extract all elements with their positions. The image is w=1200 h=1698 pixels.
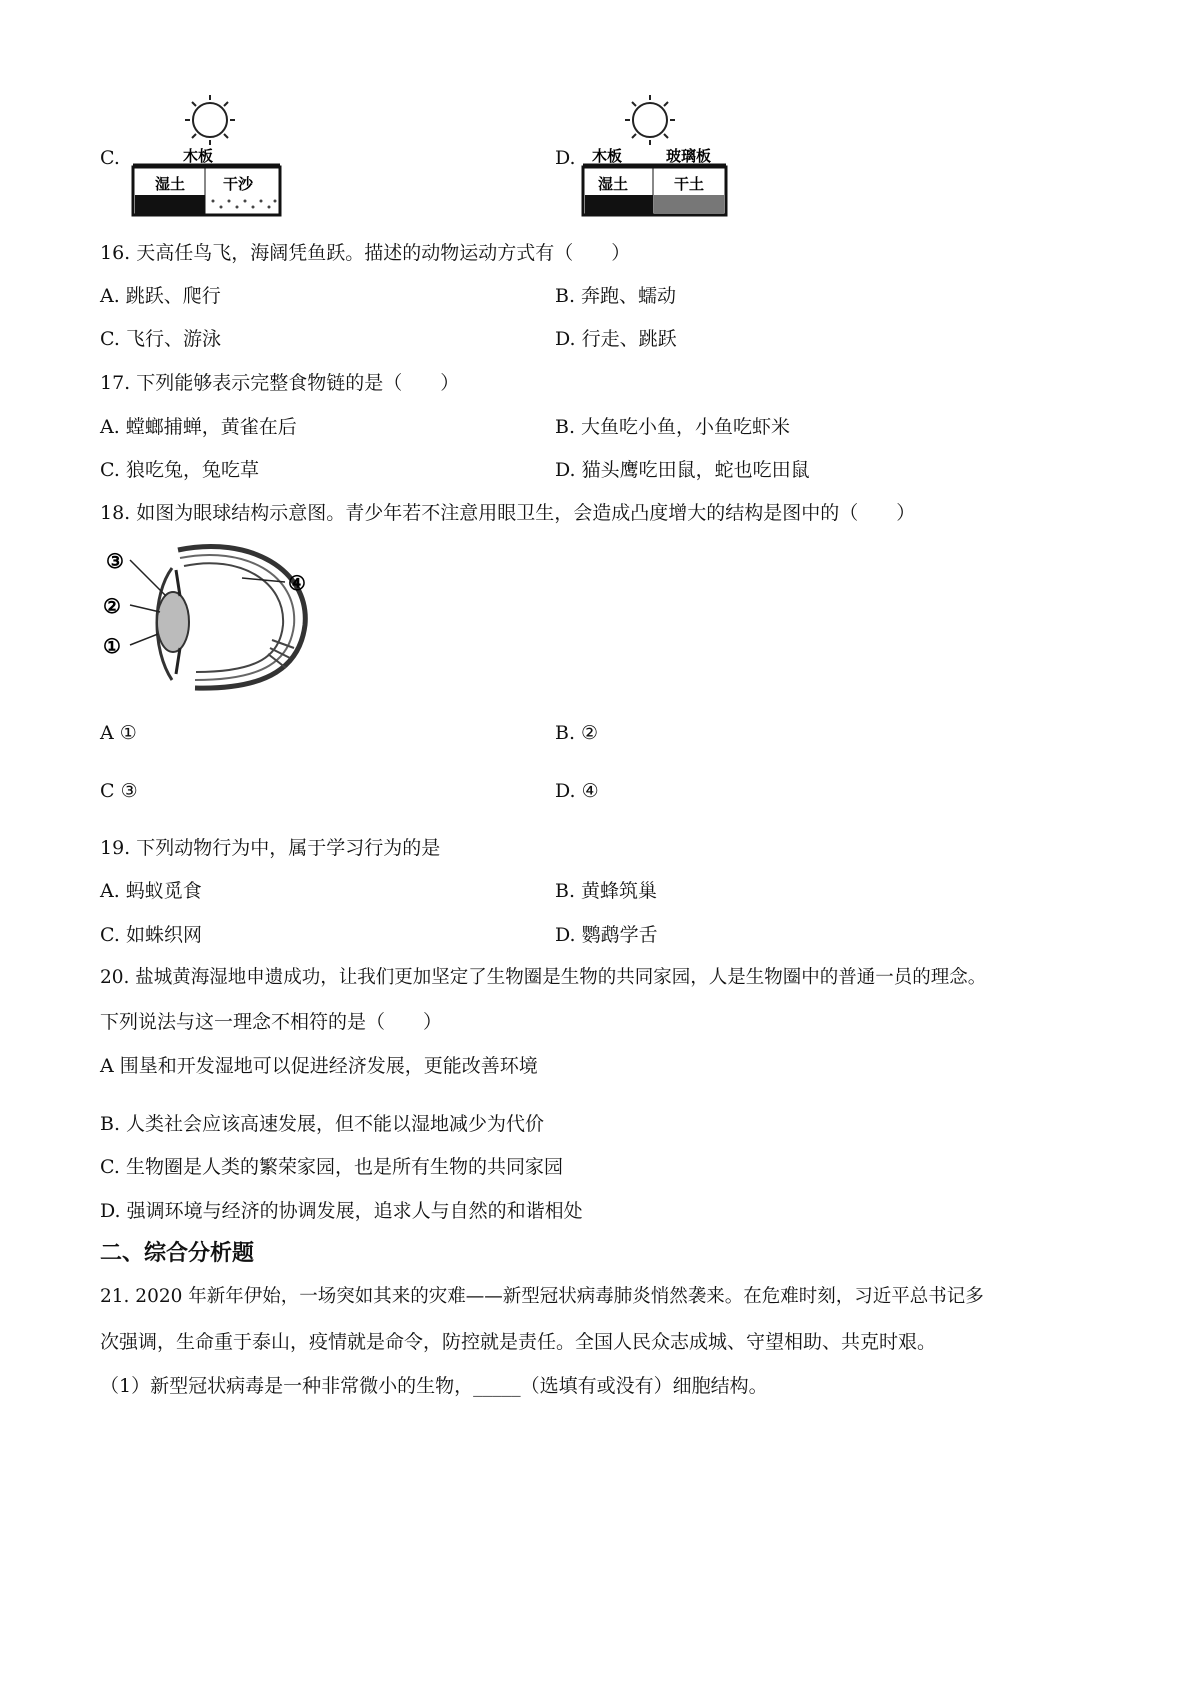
- q19-option-c[interactable]: C. 如蛛织网: [100, 924, 202, 946]
- q17-option-b[interactable]: B. 大鱼吃小鱼，小鱼吃虾米: [555, 416, 791, 438]
- q20-stem-line1: 20. 盐城黄海湿地申遗成功，让我们更加坚定了生物圈是生物的共同家园，人是生物圈中的普通一员的理念。: [100, 967, 987, 988]
- q16-stem: 16. 天高任鸟飞，海阔凭鱼跃。描述的动物运动方式有（ ）: [100, 242, 631, 264]
- q19-stem: 19. 下列动物行为中，属于学习行为的是: [100, 837, 441, 859]
- q15-option-d-figure: [578, 95, 738, 220]
- q15-option-c-letter: C.: [100, 147, 120, 169]
- board-label: 木板: [183, 147, 214, 165]
- q18-option-d[interactable]: D. ④: [555, 780, 599, 802]
- glass-board-label: 玻璃板: [666, 147, 712, 165]
- label-1: ①: [103, 634, 121, 658]
- q21-line2: 次强调，生命重于泰山，疫情就是命令，防控就是责任。全国人民众志成城、守望相助、共克时艰。: [100, 1331, 937, 1353]
- q20-option-d[interactable]: D. 强调环境与经济的协调发展，追求人与自然的和谐相处: [100, 1200, 583, 1222]
- q17-option-a[interactable]: A. 螳螂捕蝉，黄雀在后: [100, 416, 297, 438]
- sun-icon: [185, 95, 235, 145]
- q15-option-c-figure: [125, 95, 285, 220]
- q16-option-b[interactable]: B. 奔跑、蠕动: [555, 285, 677, 307]
- q17-option-d[interactable]: D. 猫头鹰吃田鼠，蛇也吃田鼠: [555, 459, 810, 481]
- q20-stem-line2: 下列说法与这一理念不相符的是（ ）: [100, 1011, 443, 1033]
- wet-soil-label: 湿土: [598, 175, 629, 193]
- q20-option-c[interactable]: C. 生物圈是人类的繁荣家园，也是所有生物的共同家园: [100, 1156, 563, 1178]
- q19-option-b[interactable]: B. 黄蜂筑巢: [555, 880, 658, 902]
- section-title: 二、综合分析题: [100, 1241, 255, 1266]
- dry-sand-label: 干沙: [223, 175, 254, 193]
- board-label: 木板: [592, 147, 623, 165]
- wet-soil-label: 湿土: [155, 175, 186, 193]
- q21-line1: 21. 2020 年新年伊始，一场突如其来的灾难——新型冠状病毒肺炎悄然袭来。在危难时刻，习近平总书记多: [100, 1286, 984, 1307]
- q16-option-a[interactable]: A. 跳跃、爬行: [100, 285, 221, 307]
- q19-option-d[interactable]: D. 鹦鹉学舌: [555, 924, 658, 946]
- dry-soil-label: 干土: [674, 175, 705, 193]
- q20-option-a[interactable]: A 围垦和开发湿地可以促进经济发展，更能改善环境: [100, 1055, 538, 1077]
- q18-option-c[interactable]: C ③: [100, 780, 138, 802]
- q16-option-d[interactable]: D. 行走、跳跃: [555, 328, 677, 350]
- label-4: ④: [288, 571, 306, 595]
- q18-option-a[interactable]: A ①: [100, 722, 137, 744]
- lens: [157, 592, 189, 652]
- q19-option-a[interactable]: A. 蚂蚁觅食: [100, 880, 202, 902]
- q20-option-b[interactable]: B. 人类社会应该高速发展，但不能以湿地减少为代价: [100, 1113, 545, 1135]
- q18-option-b[interactable]: B. ②: [555, 722, 599, 744]
- label-2: ②: [103, 594, 121, 618]
- label-3: ③: [106, 549, 124, 573]
- sun-icon: [625, 95, 675, 145]
- q15-option-d-letter: D.: [555, 147, 576, 169]
- eyeball-diagram: [100, 540, 325, 700]
- q21-sub1: （1）新型冠状病毒是一种非常微小的生物，_____（选填有或没有）细胞结构。: [100, 1375, 768, 1397]
- q17-stem: 17. 下列能够表示完整食物链的是（ ）: [100, 372, 460, 394]
- q17-option-c[interactable]: C. 狼吃兔，兔吃草: [100, 459, 259, 481]
- q18-stem: 18. 如图为眼球结构示意图。青少年若不注意用眼卫生，会造成凸度增大的结构是图中的（ ）: [100, 502, 916, 524]
- q16-option-c[interactable]: C. 飞行、游泳: [100, 328, 221, 350]
